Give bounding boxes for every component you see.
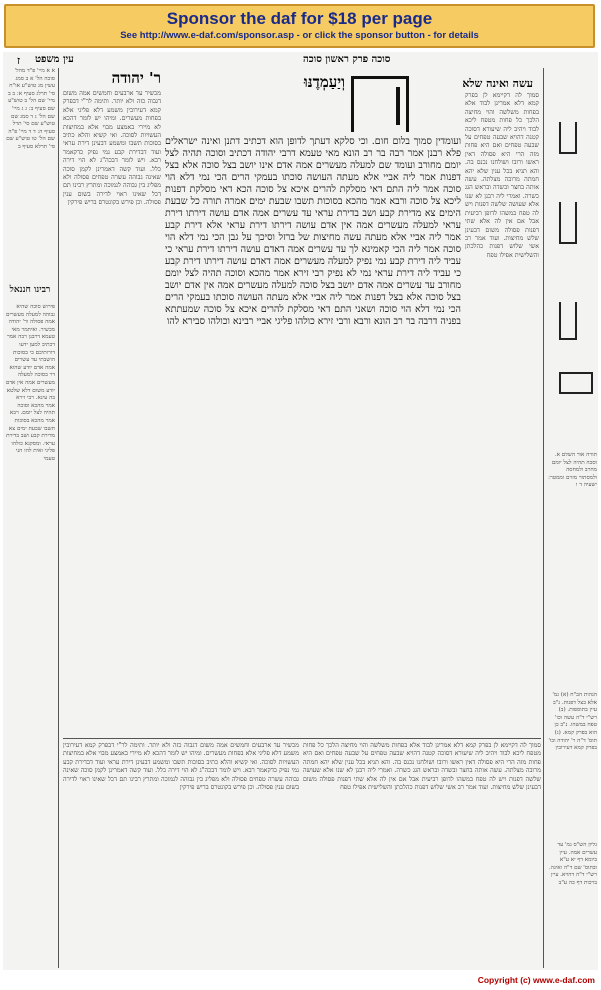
gemara-heading: וְיַעַמְדֶנּוּ	[303, 73, 345, 91]
margin-divider-right	[543, 68, 544, 968]
hagahot-text: הגהות הב"ח (א) גמ' אלא בצל דפנות. נ"ב עיין בתוספות. (ב) רש"י ד"ה עשה וכו' טפח במשהו. נ"ב כן הוא בפרק קמא. (ג) תוס' ד"ה ר' יהודה וכו' בפרק קמא דעירובין	[548, 692, 597, 752]
daf-page	[3, 52, 598, 970]
commentary-divider	[63, 738, 541, 739]
lower-tosafot-text: מכשיר עד ארבעים וחמשים אמה משום דגבוה כזה ולא יותר. ותימה לר"י דבפרק קמא דעירובין משמע דלא פליגי אלא בפחות מעשרים. ומיהו יש לומר דהכא לא מיירי באמצע מבוי אלא במחיצות העשויות לסוכה. ואי קשיא והלא כתיב בסוכות תשבו ומשמע דבעינן דירת עראי ועוד דבדירת קבע נמי נפיק כדקאמר רבא. ויש לומר דבכה"ג לא הוי דירה כלל. ועוד קשה דאמרינן לקמן סוכה שאינה גבוהה עשרה טפחים פסולה ולא מפליג בין גבוהה לנמוכה ומתרץ רבינו תם דכל שאינו ראוי לדירה בשום ענין פסולה. וכן פירש בקונטרס בריש פירקין	[63, 742, 299, 792]
lower-rashi-text: סמוך לה דקיימא לן בפרק קמא דלא אמרינן לבוד אלא בפחות משלשה והוי מחיצה הלכך כל פחות מטפח ליכא לבוד ויהיב ליה שיעורא דסוכה קטנה דהויא שבעה טפחים על שבעה טפחים ואם היא פחות מזה הרי היא פסולה דאין ראשו ורובו ושולחנו נכנס בה. והא תניא בכל ענין שלא יהא חמתה מרובה מצלתה. עשה אותה בחצר ובשדה ובראש הגג כשרה. ואמרי ליה רבנן לא שנו אלא שעושה שלשה דפנות ויש לה טפח במשהו לדופן רביעית אבל אם אין לה אלא שתי דפנות פסולה משום דבעינן שלש מחיצות. ועוד אמר רב אשי שלוש דפנות כהלכתן והשלישית אפילו טפח	[303, 742, 541, 792]
tosafot-heading-area	[63, 68, 161, 88]
sponsor-title: Sponsor the daf for $18 per page	[166, 9, 433, 28]
gilyon-text: גליון הש"ס גמ' עד עשרים אמה. עיין ביומא דף יא ע"א ובתוס' שם ד"ה ואינה. רש"י ד"ה דהויא. עיין ברכות דף כה ע"ב	[548, 842, 597, 886]
copyright-link[interactable]: Copyright (c) www.e-daf.com	[477, 975, 595, 985]
tosafot-heading: ר' יהודה	[111, 69, 161, 87]
lower-tosafot-column	[63, 742, 299, 964]
margin-bracket-3	[559, 302, 577, 340]
sponsor-subtitle: See http://www.e-daf.com/sponsor.asp - or click the sponsor button - for details	[120, 30, 479, 41]
ein-mishpat-text: א א מיי' פ"ד מהל' סוכה הל' א ב סמג עשין מג טוש"ע או"ח סי' תרלג סעיף א: ב ב מיי' שם הל' ב טוש"ע שם סעיף ב: ג ג מיי' שם הל' ג ד סמג שם טוש"ע שם סי' תרל סעיף ה: ד ד מיי' פ"ה שם הל' טו טוש"ע שם סי' תרלא סעיף ב	[6, 68, 55, 150]
gemara-column	[165, 136, 461, 736]
margin-bracket-2	[559, 202, 577, 244]
ein-mishpat-column	[5, 68, 55, 278]
rabbenu-chananel-text: פירוש סוכה שהיא גבוהה למעלה מעשרים אמה פסולה ור' יהודה מכשיר. ואיתמר מאי טעמא דרבנן רבה אמר דכתיב למען ידעו דורותיכם כי בסוכות הושבתי עד עשרים אמה אדם יודע שהוא דר בסוכה למעלה מעשרים אמה אין אדם יודע משום דלא שלטא בה עינא. רבי זירא אמר מהכא וסוכה תהיה לצל יומם. רבא אמר מהכא בסוכות תשבו שבעת ימים צא מדירת קבע ושב בדירת עראי. ומסקנא כולהו פליגי ואית להו הני טעמי	[5, 304, 55, 462]
margin-bracket-1	[559, 122, 577, 154]
torah-or-text: תורה אור השלם א. וסכה תהיה לצל יומם מחרב ולמחסה ולמסתור מזרם וממטר: ישעיה ד ו	[548, 452, 597, 489]
margin-bracket-4	[559, 372, 593, 394]
sponsor-banner[interactable]	[4, 4, 595, 48]
torah-or-column	[547, 452, 597, 672]
rabbenu-heading: רבינו חננאל	[9, 285, 51, 295]
tosafot-text: מכשיר עד ארבעים וחמשים אמה משום דגבוה כזה ולא יותר. ותימה לר"י דבפרק קמא דעירובין משמע דלא פליגי אלא בפחות מעשרים. ומיהו יש לומר דהכא לא מיירי באמצע מבוי אלא במחיצות העשויות לסוכה. ואי קשיא והלא כתיב בסוכות תשבו ומשמע דבעינן דירת עראי ועוד דבדירת קבע נמי נפיק כדקאמר רבא. ויש לומר דבכה"ג לא הוי דירה כלל. ועוד קשה דאמרינן לקמן סוכה שאינה גבוהה עשרה טפחים פסולה ולא מפליג בין גבוהה לנמוכה ומתרץ רבינו תם דכל שאינו ראוי לדירה בשום ענין פסולה. וכן פירש בקונטרס בריש פירקין	[63, 90, 161, 207]
lower-rashi-column	[303, 742, 541, 964]
rashi-heading-area	[413, 72, 533, 92]
daf-number: ז	[17, 54, 21, 67]
gemara-heading-area	[165, 72, 345, 96]
rashi-heading: עשה ואינה שלא	[462, 77, 533, 90]
rashi-column	[465, 92, 539, 732]
rabbenu-chananel-column	[5, 304, 55, 964]
header-left: עין משפט	[35, 54, 74, 65]
large-initial-letter	[351, 76, 409, 132]
tosafot-column	[63, 90, 161, 730]
header-right: סוכה פרק ראשון סוכה	[303, 54, 391, 65]
rashi-text: סמוך לה דקיימא לן בפרק קמא דלא אמרינן לבוד אלא בפחות משלשה והוי מחיצה הלכך כל פחות מטפח ליכא לבוד ויהיב ליה שיעורא דסוכה קטנה דהויא שבעה טפחים על שבעה טפחים ואם היא פחות מזה הרי היא פסולה דאין ראשו ורובו ושולחנו נכנס בה. והא תניא בכל ענין שלא יהא חמתה מרובה מצלתה. עשה אותה בחצר ובשדה ובראש הגג כשרה. ואמרי ליה רבנן לא שנו אלא שעושה שלשה דפנות ויש לה טפח במשהו לדופן רביעית אבל אם אין לה אלא שתי דפנות פסולה משום דבעינן שלש מחיצות. ועוד אמר רב אשי שלוש דפנות כהלכתן והשלישית אפילו טפח	[465, 92, 539, 259]
gemara-text: ועומדין סמוך בלום חום. וכי סלקא דעתך לדופן הוא דכתיב דתנן ואינה ישראלים פלא רבנן אמר רבה בר רב הונא מאי טעמא דרבי יהודה דכתיב וסוכה תהיה לצל יומם מחורב ועומד שם למעלה מעשרים אמה אדם אינו יושב בצל סוכה אלא בצל דפנות אמר ליה אביי אלא מעתה העושה סוכתו בעמקי הרים הכי נמי דלא הוי סוכה אמר ליה התם דאי מסלקת להרים איכא צל סוכה הכא דאי מסלקת דפנות ליכא צל סוכה ורבא אמר מהכא בסוכות תשבו שבעת ימים אמרה תורה כל שבעת הימים צא מדירת קבע ושב בדירת עראי עד עשרים אמה אדם עושה דירתו דירת עראי למעלה מעשרים אמה אין אדם עושה דירתו דירת עראי אלא דירת קבע אמר ליה אביי אלא מעתה עשה מחיצות של ברזל וסיכך על גבן הכי נמי דלא הוי סוכה אמר ליה הכי קאמינא לך עד עשרים אמה דאדם עושה דירתו דירת עראי כי עביד ליה דירת קבע נמי נפיק למעלה מעשרים אמה דאדם עושה דירתו דירת קבע כי עביד ליה דירת עראי נמי לא נפיק רבי זירא אמר מהכא וסוכה תהיה לצל יומם מחורב עד עשרים אמה אדם יושב בצל סוכה למעלה מעשרים אמה אין אדם יושב בצל סוכה אלא בצל דפנות אמר ליה אביי אלא מעתה העושה סוכתו בעמקי הרים הכי נמי דלא הוי סוכה ושאני התם דאי מסלקת להרים איכא צל סוכה שמעתתא בפניה דרבה בר רב הונא ורבא ורבי זירא כולהו פליגי אביי רבינא וכולהו סבירא להו	[165, 136, 461, 327]
gilyon-column	[547, 842, 597, 964]
margin-divider-left	[58, 68, 59, 968]
hagahot-column	[547, 692, 597, 832]
